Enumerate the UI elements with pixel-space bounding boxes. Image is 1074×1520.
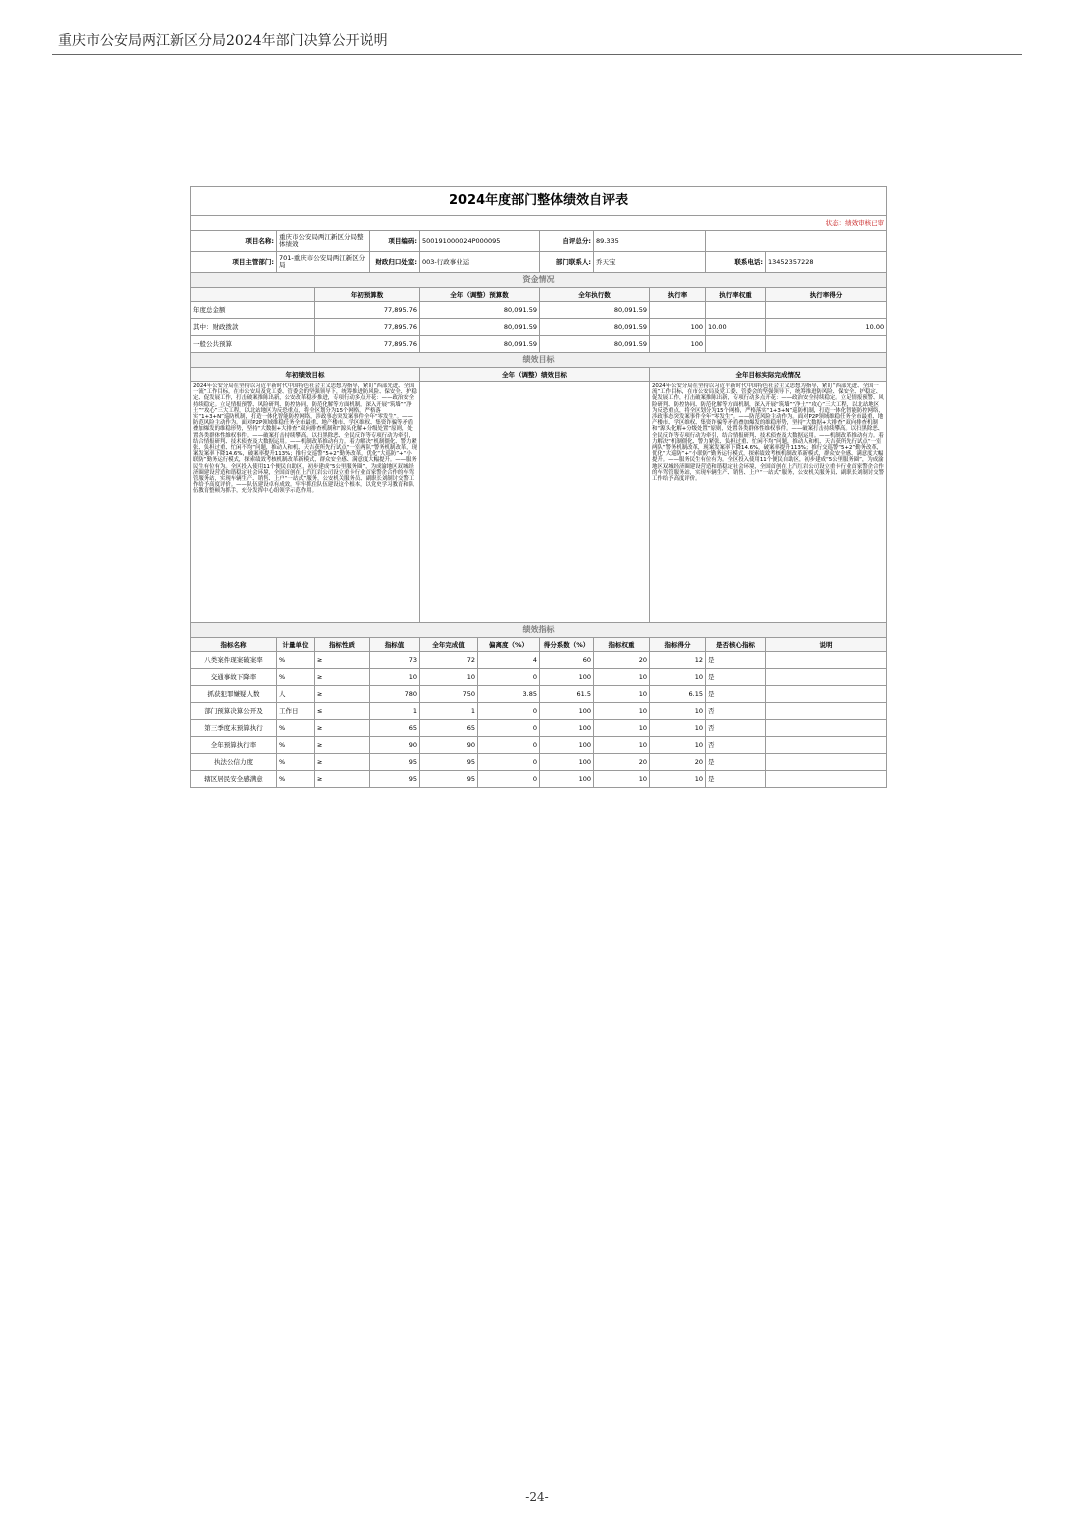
indicator-deviation: 3.85 <box>478 686 540 703</box>
funds-weight <box>706 302 766 319</box>
indicator-name: 部门预算决算公开及 <box>191 703 277 720</box>
indicator-row <box>191 669 887 686</box>
indicators-section-title: 绩效指标 <box>191 623 887 638</box>
indicator-target: 73 <box>370 652 420 669</box>
indicator-target: 780 <box>370 686 420 703</box>
indicator-score: 10 <box>650 771 706 788</box>
indicator-note <box>766 720 887 737</box>
indicator-deviation: 0 <box>478 754 540 771</box>
indicator-row <box>191 720 887 737</box>
goals-actual-content: 2024年公安分局在坚持以习近平新时代中国特色社会主义思想为指导，紧盯“西部先进、全国一流”工作目标，在市公安局及党工委、管委会的坚强领导下，统筹推进防风险、保安全、护稳定、促发展工作，打击破案推陈出新，专项行动多点开花：——政治安全持续稳定。立足情报预警、风险研判、防控协同、防范化解等方面机制，深入开展“筑墙”“净土”“攻心”三大工程，以北站地区为反恐重点，将全区划分为15个网格，严格落实“1+3+N”巡防机制，打造一体化智能防控网络，涉政事态突发案事件全年“零发生”。——防范风险主动作为。面对P2P领域维稳任务全市最重、地产楼市、学区维权、集资诈骗等矛盾叠加爆发的维稳形势，坚持“大数据+大排查”双向排查机制和“源头化解+分级处置”原则，处置各类群体性维权事件。——破案打击持续攀高。以扫黑除恶、全民反诈等专项行动为牵引，结合情报研判、技术侦查及大数据运用。——机制改革推动有力。着力解决“机制僵化、警力紧张、负担过重、忙闲不均”问题，推动人和机、天吉获所先行试点“一室两队”警务机制改革，现案发案率下降14.6%，破案率提升113%；推行交巡警“5+2”勤务改革，优化“大巡防”+“小联防”勤务运行模式，探索绩效考核机制改革新模式，群众安全感、满意度大幅提升。——服务民生有位有为。全区投入使用11个便民自助区，初步建成“5公里服务圈”，为成渝地区双城经济圈建设营造和谐稳定社会环境，全国首创在上汽红岩公司设立重卡行业首家警企合作的车驾管服务站，实现车辆生产、销售、上户“一站式”服务，公安机关服务员、副职长刘制讨交警工作给予高度评价。 <box>652 383 884 483</box>
indicator-rows <box>191 652 887 788</box>
indicator-note <box>766 771 887 788</box>
indicator-deviation: 0 <box>478 737 540 754</box>
funds-adjusted: 80,091.59 <box>420 319 540 336</box>
indicator-target: 65 <box>370 720 420 737</box>
funds-label: 年度总金额 <box>191 302 315 319</box>
funds-weight <box>706 336 766 353</box>
funds-initial: 77,895.76 <box>315 336 420 353</box>
goals-header-initial: 年初绩效目标 <box>191 368 420 382</box>
page-number: -24- <box>525 1490 549 1504</box>
indicator-name: 辖区居民安全感满意 <box>191 771 277 788</box>
indicator-nature: ≥ <box>315 771 370 788</box>
ind-header-score: 指标得分 <box>650 638 706 652</box>
indicator-score: 10 <box>650 720 706 737</box>
indicator-core: 是 <box>706 754 766 771</box>
indicator-note <box>766 669 887 686</box>
indicator-score: 20 <box>650 754 706 771</box>
goals-header-adjusted: 全年（调整）绩效目标 <box>420 368 650 382</box>
indicator-core: 否 <box>706 737 766 754</box>
indicator-coef: 100 <box>540 737 594 754</box>
indicator-core: 否 <box>706 703 766 720</box>
indicator-name: 全年预算执行率 <box>191 737 277 754</box>
info-blank-cell <box>706 231 887 252</box>
funds-rate <box>650 302 706 319</box>
funds-rate: 100 <box>650 319 706 336</box>
ind-header-target: 指标值 <box>370 638 420 652</box>
indicator-target: 1 <box>370 703 420 720</box>
funds-row <box>191 302 887 319</box>
indicator-row <box>191 686 887 703</box>
indicator-row <box>191 703 887 720</box>
indicator-actual: 72 <box>420 652 478 669</box>
indicator-row <box>191 652 887 669</box>
funds-label: 一般公共预算 <box>191 336 315 353</box>
funds-adjusted: 80,091.59 <box>420 336 540 353</box>
indicator-nature: ≥ <box>315 737 370 754</box>
indicator-weight: 10 <box>594 737 650 754</box>
funds-score <box>766 302 887 319</box>
indicator-name: 抓获犯罪嫌疑人数 <box>191 686 277 703</box>
finance-dept-value: 003-行政事业运 <box>420 252 540 273</box>
funds-weight: 10.00 <box>706 319 766 336</box>
indicator-name: 执法公信力度 <box>191 754 277 771</box>
indicator-weight: 20 <box>594 754 650 771</box>
indicator-target: 95 <box>370 754 420 771</box>
indicator-deviation: 0 <box>478 703 540 720</box>
ind-header-note: 说明 <box>766 638 887 652</box>
indicator-unit: % <box>277 669 315 686</box>
ind-header-coef: 得分系数（%） <box>540 638 594 652</box>
goals-header-actual: 全年目标实际完成情况 <box>650 368 887 382</box>
ind-header-name: 指标名称 <box>191 638 277 652</box>
indicator-nature: ≤ <box>315 703 370 720</box>
funds-header-rate: 执行率 <box>650 288 706 302</box>
dept-label: 项目主管部门: <box>191 252 277 273</box>
indicator-core: 是 <box>706 669 766 686</box>
indicator-actual: 95 <box>420 771 478 788</box>
indicator-note <box>766 737 887 754</box>
funds-header-executed: 全年执行数 <box>540 288 650 302</box>
indicator-coef: 100 <box>540 703 594 720</box>
indicator-actual: 95 <box>420 754 478 771</box>
phone-value: 13452357228 <box>766 252 887 273</box>
indicator-unit: 工作日 <box>277 703 315 720</box>
ind-header-actual: 全年完成值 <box>420 638 478 652</box>
indicator-deviation: 0 <box>478 771 540 788</box>
funds-row <box>191 336 887 353</box>
status-text: 状态：绩效审核已审 <box>191 216 887 231</box>
indicator-coef: 60 <box>540 652 594 669</box>
indicator-core: 是 <box>706 652 766 669</box>
goals-initial-content: 2024年公安分局在坚持以习近平新时代中国特色社会主义思想为指导，紧盯“西部先进、全国一流”工作目标，在市公安局及党工委、管委会的坚强领导下，统筹推进防风险、保安全、护稳定、促发展工作，打击破案推陈出新，公安改革稳步推进，专项行动多点开花：——政治安全持续稳定。立足情报预警、风险研判、防控协同，防范化解等方面机制，深入开展“筑墙”“净土”“攻心”三大工程，以北站地区为反恐重点，将全区划分为15个网格，严格落实“1+3+N”巡防机制，打造一体化智能防控网络，涉政事态突发案事件全年“零发生”。——防范风险主动作为。面对P2P领域维稳任务全市最重、地产楼市、学区维权、集资诈骗等矛盾叠加爆发的维稳形势，坚持“大数据+大排查”双向排查机制和“源头化解+分级处置”原则，处置各类群体性維权事件。——破案打击持续攀高。以扫黑除恶、全民反诈等专项行动为牵引，结合情报研判、技术侦查及大数据运用。——机制改革推动有力。着力解决“机制僵化、警力紧张、负担过重、忙闲不均”问题，推动人和机、天吉获所先行试点“一室两队”警务机制改革，现案发案率下降14.6%，破案率提升113%；推行交巡警“5+2”勤务改革，优化“大巡防”+“小联防”勤务运行模式，探索绩效考核机制改革新模式，群众安全感、满意度大幅提升。——服务民生有位有为。全区投入使用11个便民自助区，初步建成“5公里服务圈”，为成渝地区双城经济圈建设营造和谐稳定社会环境，全国首创在上汽红岩公司设立重卡行业首家警企合作的车驾管服务站，实现车辆生产、销售、上户“一站式”服务，公安机关服务员、副职长刘制讨交警工作给予高度评价。——队伍建设卓有成效。牢牢抓住队伍建设这个根本，以党史学习教育和队伍教育整顿为抓手，充分发挥中心组领学示范作用。 <box>193 383 417 495</box>
indicator-core: 否 <box>706 720 766 737</box>
indicator-note <box>766 703 887 720</box>
indicator-deviation: 0 <box>478 720 540 737</box>
funds-header-adjusted: 全年（调整）预算数 <box>420 288 540 302</box>
funds-section-title: 资金情况 <box>191 273 887 288</box>
ind-header-core: 是否核心指标 <box>706 638 766 652</box>
finance-dept-label: 财政归口处室: <box>370 252 420 273</box>
funds-initial: 77,895.76 <box>315 302 420 319</box>
indicator-deviation: 4 <box>478 652 540 669</box>
goals-actual-text <box>650 382 887 623</box>
funds-header-initial: 年初预算数 <box>315 288 420 302</box>
indicator-note <box>766 686 887 703</box>
indicator-actual: 1 <box>420 703 478 720</box>
indicator-nature: ≥ <box>315 720 370 737</box>
indicator-row <box>191 754 887 771</box>
indicator-core: 是 <box>706 771 766 788</box>
funds-header-score: 执行率得分 <box>766 288 887 302</box>
indicator-core: 是 <box>706 686 766 703</box>
performance-evaluation-form <box>190 186 886 788</box>
indicator-row <box>191 771 887 788</box>
funds-initial: 77,895.76 <box>315 319 420 336</box>
indicator-score: 12 <box>650 652 706 669</box>
indicator-score: 10 <box>650 669 706 686</box>
dept-value: 701-重庆市公安局两江新区分局 <box>277 252 370 273</box>
ind-header-deviation: 偏离度（%） <box>478 638 540 652</box>
indicator-weight: 20 <box>594 652 650 669</box>
indicator-score: 6.15 <box>650 686 706 703</box>
indicator-unit: % <box>277 652 315 669</box>
indicator-row <box>191 737 887 754</box>
page-header: 重庆市公安局两江新区分局2024年部门决算公开说明 <box>58 33 388 49</box>
indicator-coef: 100 <box>540 754 594 771</box>
goals-initial-text <box>191 382 420 623</box>
indicator-name: 第三季度末预算执行 <box>191 720 277 737</box>
funds-header-weight: 执行率权重 <box>706 288 766 302</box>
indicator-unit: % <box>277 771 315 788</box>
indicator-note <box>766 652 887 669</box>
indicator-unit: % <box>277 720 315 737</box>
funds-executed: 80,091.59 <box>540 319 650 336</box>
indicator-weight: 10 <box>594 686 650 703</box>
indicator-weight: 10 <box>594 771 650 788</box>
project-name-value: 重庆市公安局两江新区分局整体绩效 <box>277 231 370 252</box>
project-code-label: 项目编码: <box>370 231 420 252</box>
project-code-value: 500191000024P000095 <box>420 231 540 252</box>
form-table <box>190 186 887 788</box>
indicator-deviation: 0 <box>478 669 540 686</box>
indicator-nature: ≥ <box>315 686 370 703</box>
funds-score: 10.00 <box>766 319 887 336</box>
form-title: 2024年度部门整体绩效自评表 <box>191 187 887 216</box>
indicator-nature: ≥ <box>315 652 370 669</box>
indicator-target: 90 <box>370 737 420 754</box>
self-score-label: 自评总分: <box>540 231 594 252</box>
goals-section-title: 绩效目标 <box>191 353 887 368</box>
indicator-score: 10 <box>650 737 706 754</box>
funds-executed: 80,091.59 <box>540 302 650 319</box>
funds-score <box>766 336 887 353</box>
indicator-unit: % <box>277 754 315 771</box>
indicator-weight: 10 <box>594 669 650 686</box>
indicator-actual: 65 <box>420 720 478 737</box>
funds-row <box>191 319 887 336</box>
project-name-label: 项目名称: <box>191 231 277 252</box>
indicator-coef: 100 <box>540 669 594 686</box>
funds-label: 其中：财政拨款 <box>191 319 315 336</box>
indicator-actual: 90 <box>420 737 478 754</box>
indicator-unit: % <box>277 737 315 754</box>
indicator-name: 八类案件现案破案率 <box>191 652 277 669</box>
indicator-target: 95 <box>370 771 420 788</box>
header-divider <box>52 54 1022 55</box>
contact-value: 乔天宝 <box>594 252 706 273</box>
self-score-value: 89.335 <box>594 231 706 252</box>
indicator-note <box>766 754 887 771</box>
indicator-unit: 人 <box>277 686 315 703</box>
funds-rate: 100 <box>650 336 706 353</box>
indicator-nature: ≥ <box>315 669 370 686</box>
indicator-name: 交通事故下降率 <box>191 669 277 686</box>
indicator-score: 10 <box>650 703 706 720</box>
indicator-weight: 10 <box>594 703 650 720</box>
indicator-nature: ≥ <box>315 754 370 771</box>
indicator-weight: 10 <box>594 720 650 737</box>
indicator-target: 10 <box>370 669 420 686</box>
funds-header-blank <box>191 288 315 302</box>
contact-label: 部门联系人: <box>540 252 594 273</box>
indicator-coef: 100 <box>540 771 594 788</box>
ind-header-weight: 指标权重 <box>594 638 650 652</box>
funds-executed: 80,091.59 <box>540 336 650 353</box>
phone-label: 联系电话: <box>706 252 766 273</box>
indicator-coef: 100 <box>540 720 594 737</box>
indicator-actual: 10 <box>420 669 478 686</box>
indicator-coef: 61.5 <box>540 686 594 703</box>
ind-header-unit: 计量单位 <box>277 638 315 652</box>
ind-header-nature: 指标性质 <box>315 638 370 652</box>
goals-adjusted-text <box>420 382 650 623</box>
indicator-actual: 750 <box>420 686 478 703</box>
funds-adjusted: 80,091.59 <box>420 302 540 319</box>
